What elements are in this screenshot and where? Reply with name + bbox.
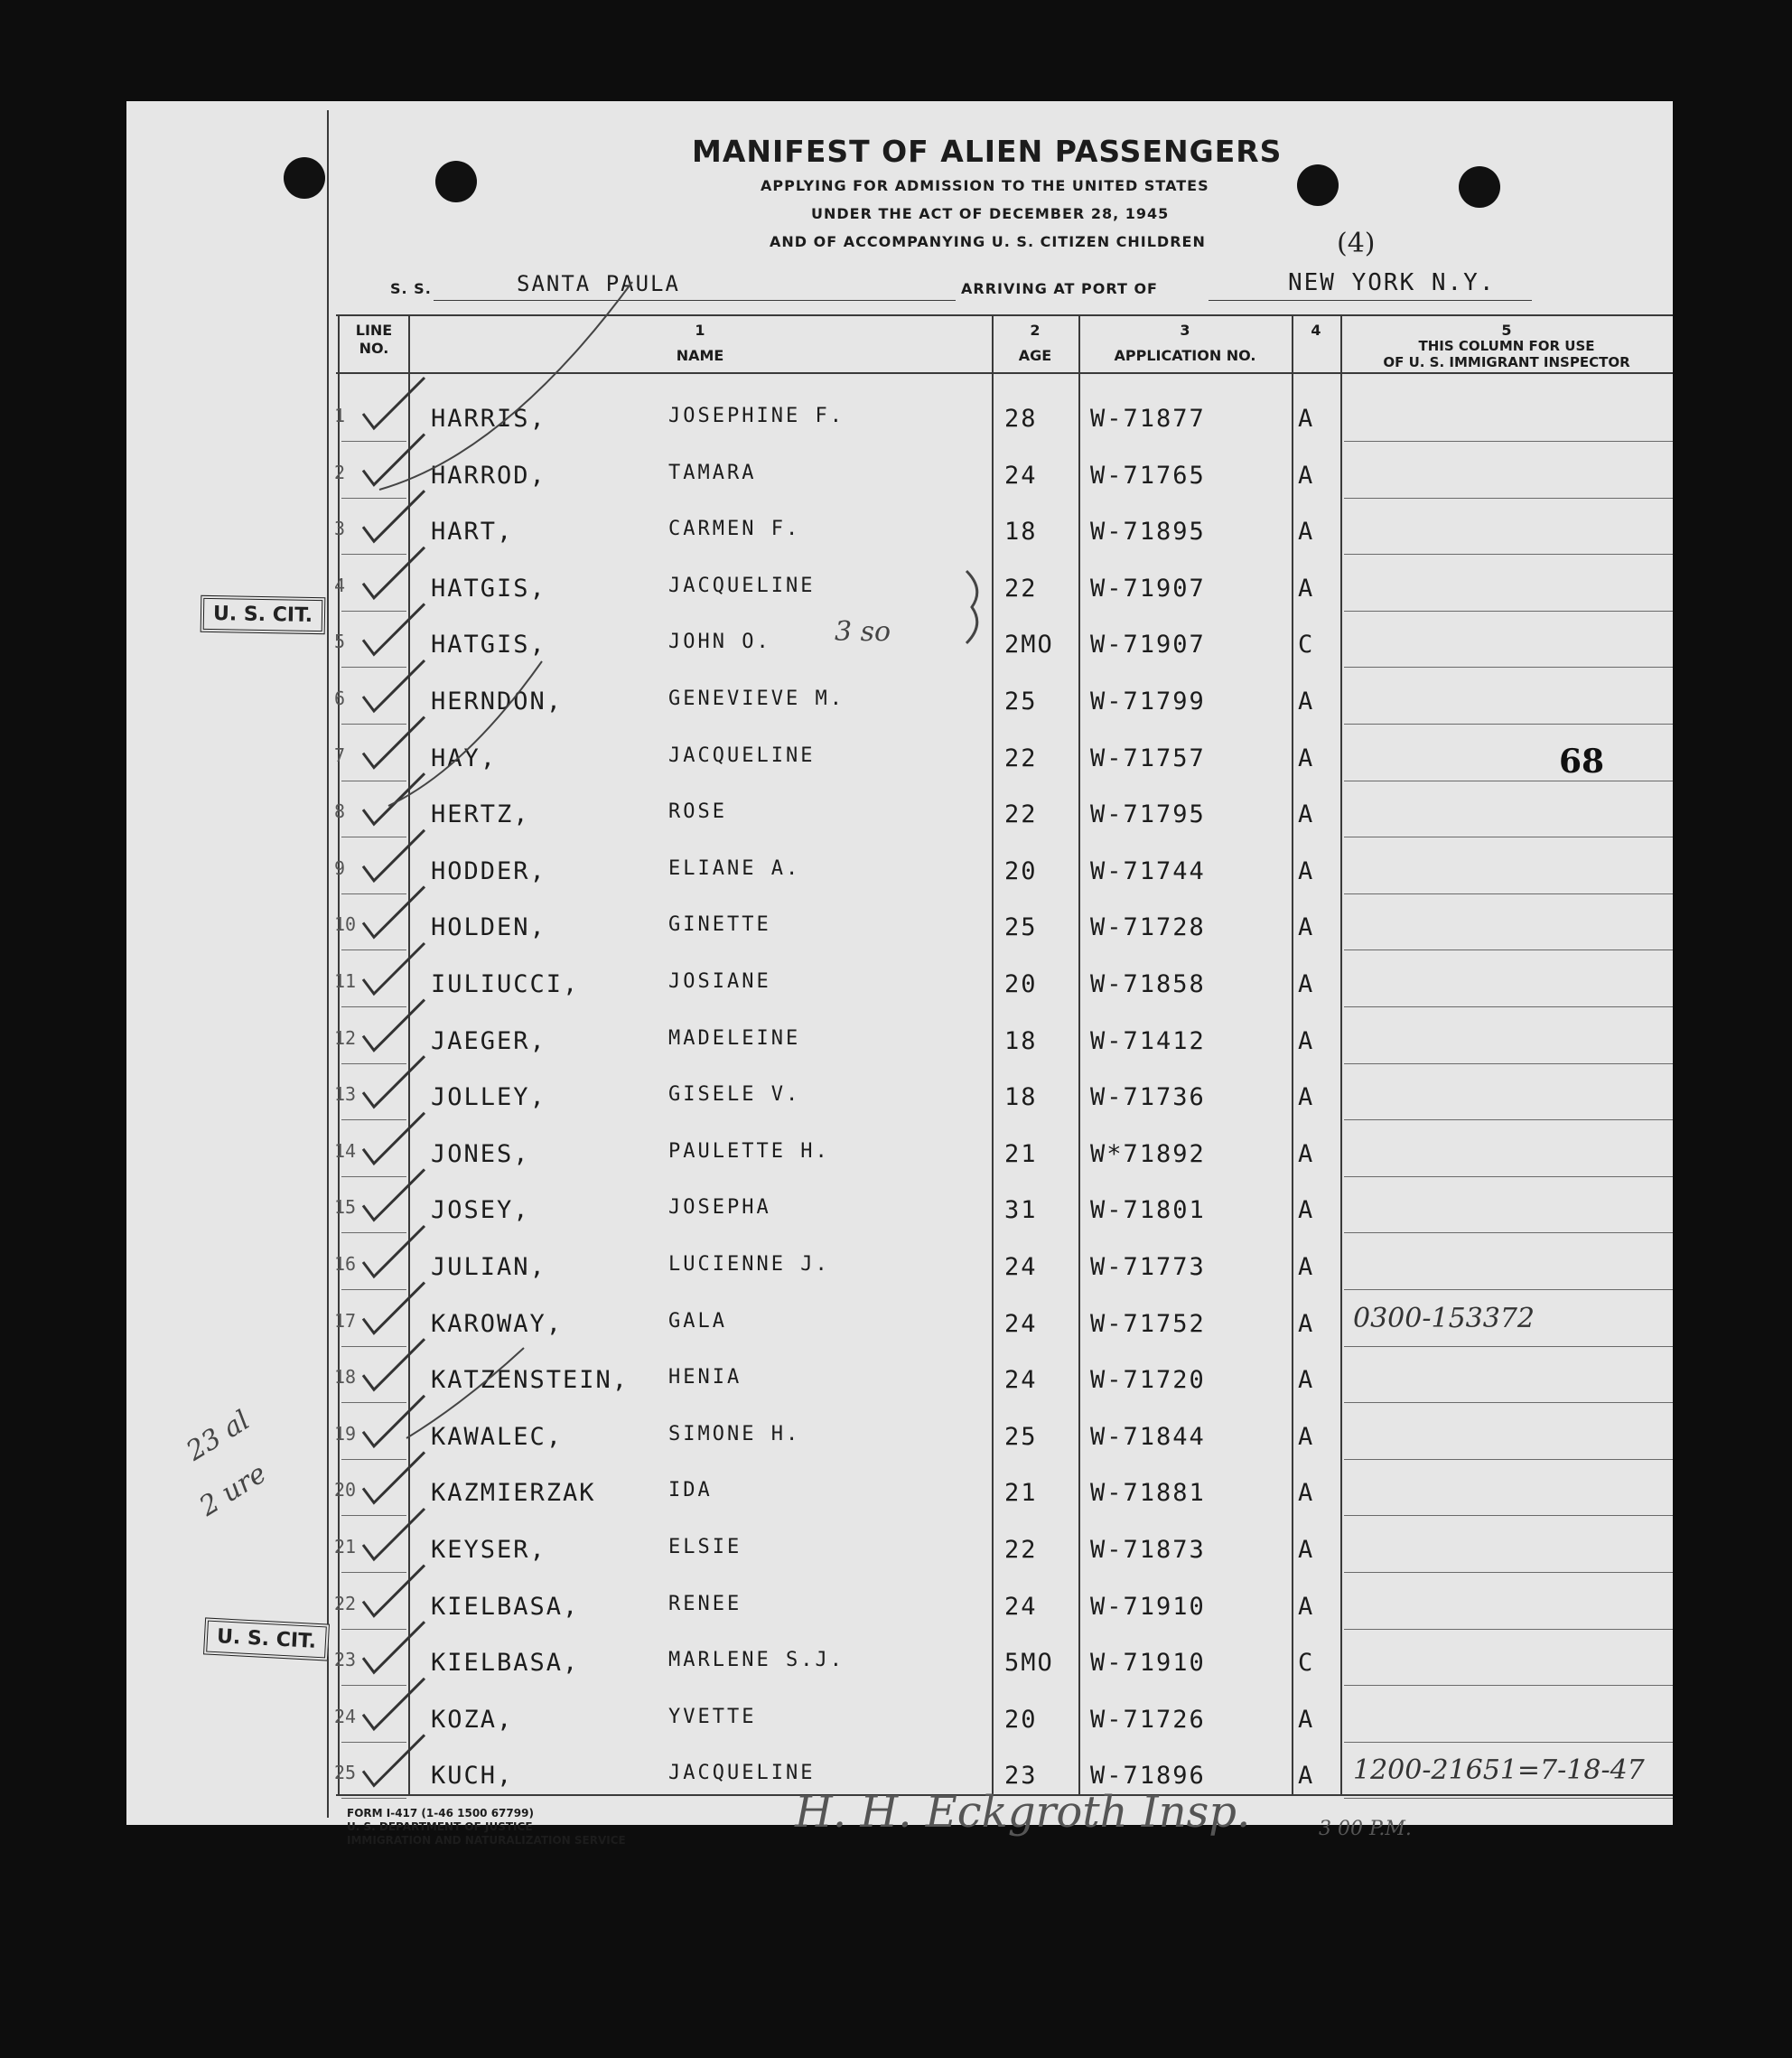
class-code: A (1298, 1026, 1315, 1055)
row-rule (341, 1402, 406, 1403)
ship-label: S. S. (390, 280, 432, 297)
row-rule (341, 1742, 406, 1743)
row-rule (1344, 1742, 1673, 1743)
subtitle-line-1: APPLYING FOR ADMISSION TO THE UNITED STATES (761, 177, 1209, 194)
table-row (126, 618, 1673, 674)
application-number: W-71801 (1090, 1196, 1206, 1225)
table-row (126, 788, 1673, 844)
age: 22 (1004, 574, 1038, 603)
inspector-count: 68 (1559, 743, 1605, 781)
line-number: 8 (334, 800, 346, 823)
line-number: 20 (334, 1479, 357, 1501)
table-row (126, 958, 1673, 1014)
row-rule (1344, 1459, 1673, 1460)
table-row (126, 1015, 1673, 1071)
application-number: W-71907 (1090, 574, 1206, 603)
row-rule (1344, 1798, 1673, 1799)
punch-hole (284, 157, 325, 199)
header-name: NAME (676, 347, 724, 364)
age: 24 (1004, 1309, 1038, 1338)
class-code: A (1298, 856, 1315, 885)
surname: KIELBASA, (431, 1592, 580, 1621)
line-number: 24 (334, 1705, 357, 1727)
margin-note: 23 al (181, 1404, 256, 1468)
given-name: PAULETTE H. (668, 1139, 830, 1163)
line-number: 10 (334, 913, 357, 936)
surname: HODDER, (431, 856, 546, 885)
given-name: TAMARA (668, 461, 757, 484)
header-application-no: APPLICATION NO. (1114, 347, 1256, 364)
line-number: 25 (334, 1762, 357, 1784)
age: 24 (1004, 1592, 1038, 1621)
class-code: A (1298, 744, 1315, 772)
line-number: 13 (334, 1083, 357, 1106)
row-rule (341, 949, 406, 950)
table-row (126, 1127, 1673, 1183)
table-row (126, 1693, 1673, 1749)
given-name: ELIANE A. (668, 856, 801, 880)
port-label: ARRIVING AT PORT OF (961, 280, 1158, 297)
table-row (126, 1410, 1673, 1466)
given-name: JOSEPHA (668, 1196, 771, 1220)
line-number: 6 (334, 688, 346, 709)
header-col5-num: 5 (1501, 322, 1512, 339)
surname: KEYSER, (431, 1536, 546, 1564)
line-number: 16 (334, 1253, 357, 1275)
ship-name: SANTA PAULA (517, 271, 680, 296)
header-col4-num: 4 (1311, 322, 1321, 339)
surname: KAWALEC, (431, 1422, 564, 1451)
age: 20 (1004, 970, 1038, 998)
given-name: JACQUELINE (668, 744, 816, 767)
class-code: A (1298, 1479, 1315, 1508)
class-code: A (1298, 574, 1315, 603)
age: 22 (1004, 744, 1038, 772)
age: 22 (1004, 800, 1038, 829)
row-rule (1344, 1063, 1673, 1064)
given-name: GINETTE (668, 913, 771, 937)
surname: KOZA, (431, 1705, 514, 1734)
table-row (126, 1580, 1673, 1636)
port-name: NEW YORK N.Y. (1288, 269, 1496, 296)
class-code: A (1298, 461, 1315, 490)
application-number: W-71907 (1090, 631, 1206, 659)
row-rule (341, 1572, 406, 1573)
header-line-no: LINE NO. (355, 322, 393, 357)
row-rule (341, 1346, 406, 1347)
surname: HAY, (431, 744, 498, 772)
surname: HERTZ, (431, 800, 530, 829)
table-row (126, 1353, 1673, 1409)
application-number: W-71896 (1090, 1762, 1206, 1791)
application-number: W*71892 (1090, 1139, 1206, 1168)
given-name: JOHN O. (668, 631, 771, 654)
surname: HATGIS, (431, 631, 546, 659)
table-row (126, 1240, 1673, 1296)
manifest-sheet (126, 101, 1673, 1847)
table-row (126, 1636, 1673, 1692)
given-name: YVETTE (668, 1705, 757, 1728)
row-rule (341, 724, 406, 725)
age: 25 (1004, 913, 1038, 942)
table-row (126, 562, 1673, 618)
line-number: 15 (334, 1196, 357, 1219)
row-rule (341, 1685, 406, 1686)
class-code: A (1298, 688, 1315, 716)
line-number: 17 (334, 1309, 357, 1332)
given-name: JACQUELINE (668, 574, 816, 597)
line-number: 23 (334, 1649, 357, 1671)
line-number: 21 (334, 1536, 357, 1558)
service-line: IMMIGRATION AND NATURALIZATION SERVICE (347, 1834, 626, 1847)
header-col2-num: 2 (1030, 322, 1041, 339)
row-rule (341, 1459, 406, 1460)
inspector-signature: H. H. Eckgroth Insp. (795, 1787, 1251, 1838)
surname: HERNDON, (431, 688, 564, 716)
row-rule (1344, 1402, 1673, 1403)
row-rule (341, 1119, 406, 1120)
row-rule (1344, 1176, 1673, 1177)
age: 24 (1004, 461, 1038, 490)
subtitle-line-3: AND OF ACCOMPANYING U. S. CITIZEN CHILDREN (770, 233, 1206, 250)
application-number: W-71773 (1090, 1253, 1206, 1281)
given-name: GENEVIEVE M. (668, 688, 845, 710)
class-code: A (1298, 1422, 1315, 1451)
table-row (126, 1523, 1673, 1579)
row-rule (341, 1232, 406, 1233)
subtitle-line-2: UNDER THE ACT OF DECEMBER 28, 1945 (811, 205, 1170, 222)
manifest-title: MANIFEST OF ALIEN PASSENGERS (692, 134, 1283, 169)
surname: JOSEY, (431, 1196, 530, 1225)
age: 20 (1004, 856, 1038, 885)
surname: KAZMIERZAK (431, 1479, 596, 1508)
class-code: C (1298, 631, 1315, 659)
table-row (126, 449, 1673, 505)
application-number: W-71720 (1090, 1366, 1206, 1395)
given-name: ELSIE (668, 1536, 742, 1558)
surname: IULIUCCI, (431, 970, 580, 998)
application-number: W-71726 (1090, 1705, 1206, 1734)
line-number: 19 (334, 1422, 357, 1445)
row-rule (341, 1629, 406, 1630)
punch-hole (435, 161, 477, 202)
class-code: A (1298, 800, 1315, 829)
ship-underline (434, 300, 956, 301)
row-rule (1344, 441, 1673, 442)
line-number: 11 (334, 970, 357, 992)
row-rule (1344, 1685, 1673, 1686)
age: 23 (1004, 1762, 1038, 1791)
given-name: LUCIENNE J. (668, 1253, 830, 1276)
class-code: A (1298, 1762, 1315, 1791)
row-rule (341, 498, 406, 499)
surname: HARRIS, (431, 405, 546, 433)
application-number: W-71744 (1090, 856, 1206, 885)
application-number: W-71757 (1090, 744, 1206, 772)
age: 24 (1004, 1253, 1038, 1281)
application-number: W-71799 (1090, 688, 1206, 716)
row-rule (1344, 1629, 1673, 1630)
age: 20 (1004, 1705, 1038, 1734)
line-number: 3 (334, 518, 346, 540)
row-rule (341, 554, 406, 555)
class-code: A (1298, 1366, 1315, 1395)
table-row (126, 675, 1673, 731)
class-code: A (1298, 913, 1315, 942)
header-bottom-border (336, 372, 1673, 374)
given-name: IDA (668, 1479, 713, 1502)
class-code: A (1298, 405, 1315, 433)
given-name: MARLENE S.J. (668, 1649, 845, 1672)
table-row (126, 505, 1673, 561)
class-code: A (1298, 1253, 1315, 1281)
application-number: W-71910 (1090, 1592, 1206, 1621)
department-line: U. S. DEPARTMENT OF JUSTICE (347, 1820, 533, 1833)
given-name: CARMEN F. (668, 518, 801, 541)
line-number: 9 (334, 856, 346, 879)
class-code: A (1298, 518, 1315, 547)
application-number: W-71736 (1090, 1083, 1206, 1112)
row-rule (1344, 1232, 1673, 1233)
application-number: W-71873 (1090, 1536, 1206, 1564)
row-rule (1344, 1289, 1673, 1290)
class-code: A (1298, 1592, 1315, 1621)
age: 5MO (1004, 1649, 1054, 1678)
line-number: 12 (334, 1026, 357, 1049)
surname: KIELBASA, (431, 1649, 580, 1678)
row-rule (1344, 724, 1673, 725)
line-number: 18 (334, 1366, 357, 1389)
age: 31 (1004, 1196, 1038, 1225)
age: 21 (1004, 1139, 1038, 1168)
given-name: JACQUELINE (668, 1762, 816, 1785)
row-rule (1344, 1006, 1673, 1007)
surname: JULIAN, (431, 1253, 546, 1281)
given-name: SIMONE H. (668, 1422, 801, 1445)
age: 25 (1004, 688, 1038, 716)
line-number: 4 (334, 574, 346, 596)
age: 25 (1004, 1422, 1038, 1451)
table-row (126, 1183, 1673, 1239)
port-underline (1209, 300, 1532, 301)
table-row (126, 1071, 1673, 1127)
given-name: GALA (668, 1309, 727, 1333)
row-rule (341, 1006, 406, 1007)
time-note: 3 00 P.M. (1319, 1818, 1412, 1840)
row-rule (341, 1515, 406, 1516)
row-rule (341, 1176, 406, 1177)
table-top-border (336, 314, 1673, 316)
given-name: MADELEINE (668, 1026, 801, 1050)
age: 2MO (1004, 631, 1054, 659)
application-number: W-71752 (1090, 1309, 1206, 1338)
age: 22 (1004, 1536, 1038, 1564)
application-number: W-71795 (1090, 800, 1206, 829)
surname: HOLDEN, (431, 913, 546, 942)
row-rule (1344, 554, 1673, 555)
row-rule (341, 1289, 406, 1290)
row-rule (341, 667, 406, 668)
application-number: W-71858 (1090, 970, 1206, 998)
class-code: C (1298, 1649, 1315, 1678)
line-number: 5 (334, 631, 346, 653)
surname: HATGIS, (431, 574, 546, 603)
surname: KATZENSTEIN, (431, 1366, 630, 1395)
form-number: FORM I-417 (1-46 1500 67799) (347, 1807, 534, 1819)
line-number: 2 (334, 461, 346, 483)
age: 18 (1004, 1026, 1038, 1055)
row-rule (341, 1798, 406, 1799)
header-col3-num: 3 (1180, 322, 1190, 339)
given-name: RENEE (668, 1592, 742, 1615)
table-row (126, 732, 1673, 788)
class-code: A (1298, 1196, 1315, 1225)
inspector-note: 0300-153372 (1353, 1302, 1535, 1334)
age: 28 (1004, 405, 1038, 433)
class-code: A (1298, 970, 1315, 998)
row-rule (341, 611, 406, 612)
application-number: W-71877 (1090, 405, 1206, 433)
row-rule (1344, 1346, 1673, 1347)
line-number: 1 (334, 405, 346, 426)
us-citizen-stamp: U. S. CIT. (203, 1617, 330, 1660)
margin-note: 2 ure (193, 1457, 273, 1523)
row-rule (341, 441, 406, 442)
header-col1-num: 1 (695, 322, 705, 339)
class-code: A (1298, 1536, 1315, 1564)
header-inspector-column: THIS COLUMN FOR USE OF U. S. IMMIGRANT INSPECTOR (1383, 338, 1630, 370)
given-name: GISELE V. (668, 1083, 801, 1107)
age: 18 (1004, 1083, 1038, 1112)
surname: KUCH, (431, 1762, 514, 1791)
surname: JAEGER, (431, 1026, 546, 1055)
class-code: A (1298, 1139, 1315, 1168)
given-name: ROSE (668, 800, 727, 824)
sheet-number: (4) (1337, 228, 1376, 259)
table-row (126, 1297, 1673, 1353)
surname: JOLLEY, (431, 1083, 546, 1112)
surname: HART, (431, 518, 514, 547)
surname: HARROD, (431, 461, 546, 490)
us-citizen-stamp: U. S. CIT. (201, 595, 326, 634)
table-row (126, 901, 1673, 957)
row-rule (1344, 949, 1673, 950)
age: 24 (1004, 1366, 1038, 1395)
table-row (126, 1466, 1673, 1522)
line-number: 7 (334, 744, 346, 766)
row-rule (341, 1063, 406, 1064)
line-number: 22 (334, 1592, 357, 1614)
row-rule (1344, 1572, 1673, 1573)
row-rule (1344, 1515, 1673, 1516)
inspector-note: 1200-21651=7-18-47 (1353, 1754, 1645, 1787)
class-code: A (1298, 1309, 1315, 1338)
class-code: A (1298, 1083, 1315, 1112)
table-row (126, 845, 1673, 901)
surname: KAROWAY, (431, 1309, 564, 1338)
surname: JONES, (431, 1139, 530, 1168)
application-number: W-71728 (1090, 913, 1206, 942)
given-name: HENIA (668, 1366, 742, 1389)
row-rule (1344, 498, 1673, 499)
punch-hole (1297, 164, 1339, 206)
application-number: W-71910 (1090, 1649, 1206, 1678)
application-number: W-71881 (1090, 1479, 1206, 1508)
row-rule (1344, 611, 1673, 612)
header-age: AGE (1018, 347, 1052, 364)
class-code: A (1298, 1705, 1315, 1734)
given-name: JOSEPHINE F. (668, 405, 845, 427)
row-rule (1344, 1119, 1673, 1120)
punch-hole (1459, 166, 1500, 208)
given-name: JOSIANE (668, 970, 771, 993)
line-number: 14 (334, 1139, 357, 1162)
application-number: W-71765 (1090, 461, 1206, 490)
age: 18 (1004, 518, 1038, 547)
application-number: W-71895 (1090, 518, 1206, 547)
age: 21 (1004, 1479, 1038, 1508)
row-rule (1344, 667, 1673, 668)
application-number: W-71412 (1090, 1026, 1206, 1055)
row-rule (1344, 893, 1673, 894)
row-rule (341, 893, 406, 894)
table-row (126, 392, 1673, 448)
brace-note: 3 so (835, 616, 891, 648)
application-number: W-71844 (1090, 1422, 1206, 1451)
